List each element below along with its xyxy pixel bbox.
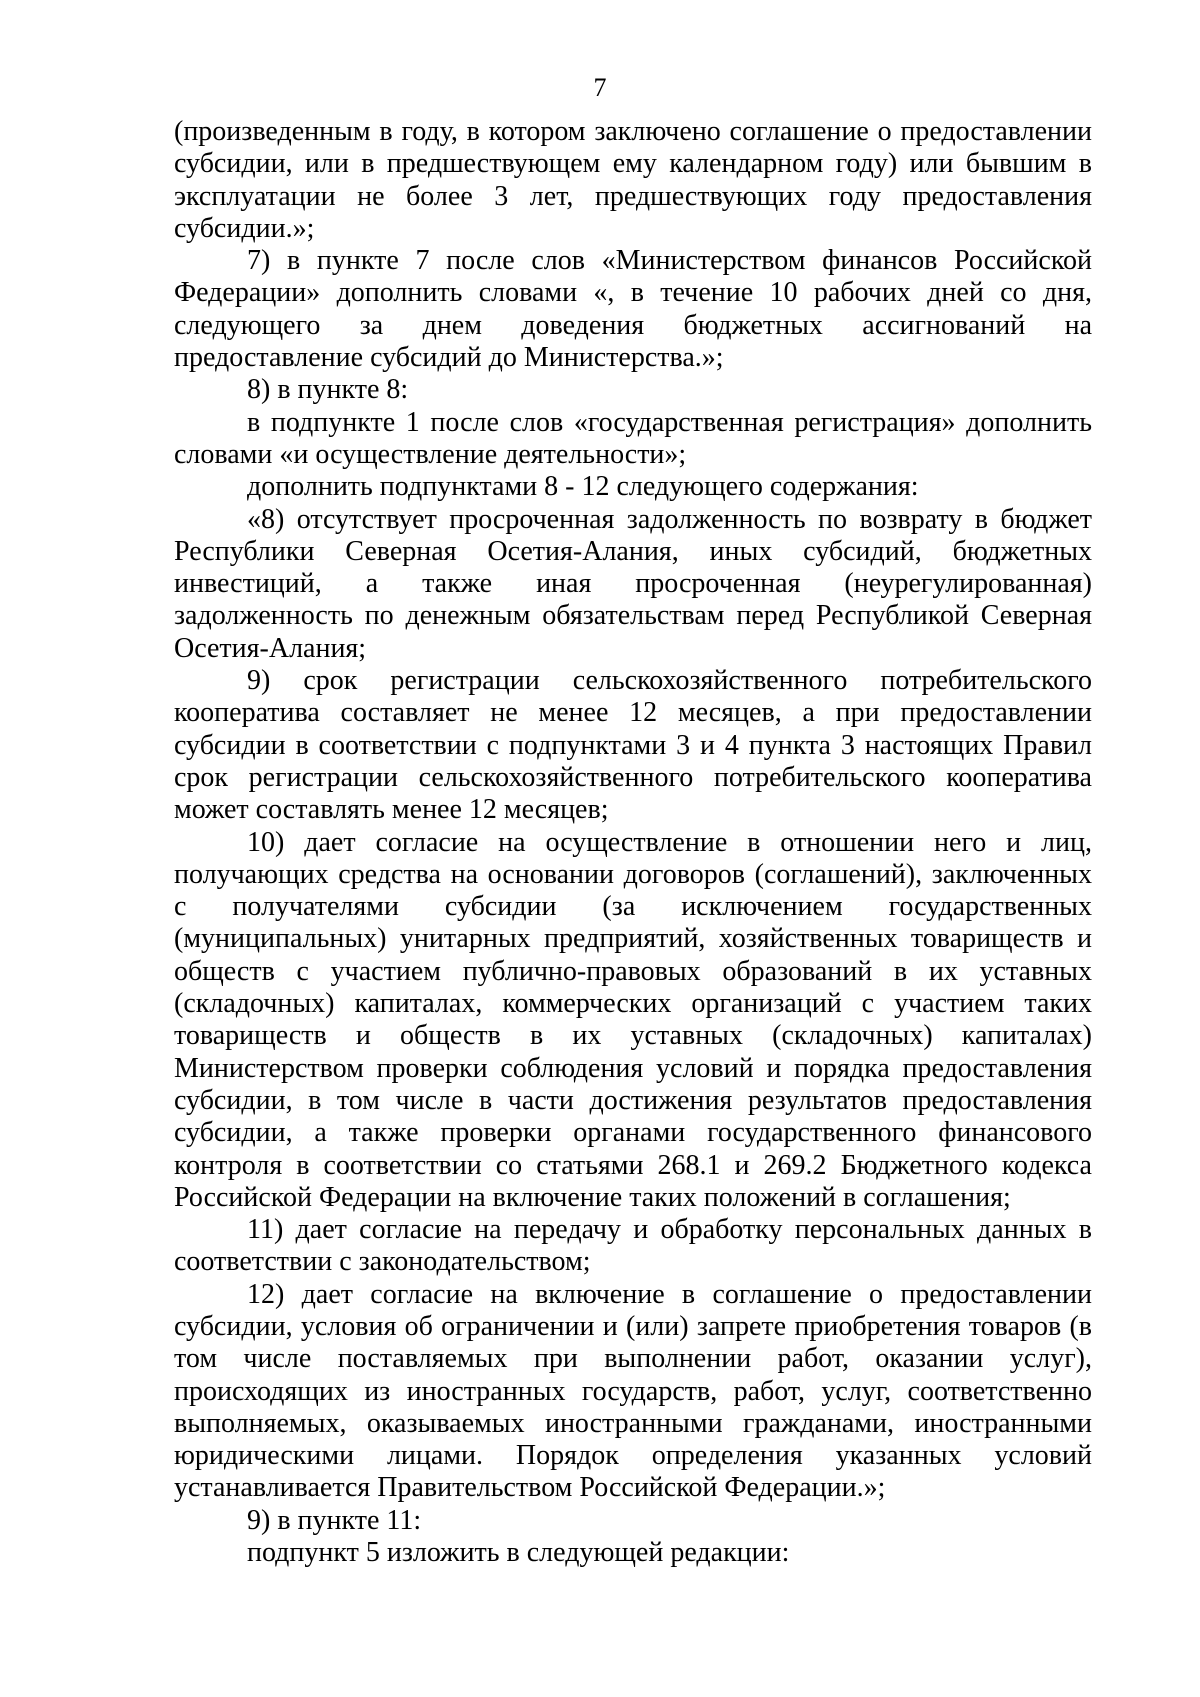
paragraph: дополнить подпунктами 8 - 12 следующего содержания:: [247, 471, 919, 503]
paragraph: 12) дает согласие на включение в соглашение о предоставлении субсидии, условия об ограничении и (или) запрете приобретения товаров (в том числе поставляемых при выполнении работ, оказании услуг), происходящих из иностранных государств, работ, услуг, соответственно выполняемых, оказываемых иностранными гражданами, иностранными юридическими лицами. Порядок определения указанных условий устанавливается Правительством Российской Федерации.»;: [174, 1278, 1092, 1504]
paragraph: 9) в пункте 11:: [247, 1504, 422, 1536]
document-body: [174, 116, 1092, 1569]
paragraph: 7) в пункте 7 после слов «Министерством финансов Российской Федерации» дополнить словами «, в течение 10 рабочих дней со дня, следующего за днем доведения бюджетных ассигнований на предоставление субсидий до Министерства.»;: [174, 245, 1092, 374]
paragraph: 11) дает согласие на передачу и обработку персональных данных в соответствии с законодательством;: [174, 1214, 1092, 1278]
paragraph: 10) дает согласие на осуществление в отношении него и лиц, получающих средства на основании договоров (соглашений), заключенных с получателями субсидии (за исключением государственных (муниципальных) унитарных предприятий, хозяйственных товариществ и обществ с участием публично-правовых образований в их уставных (складочных) капиталах, коммерческих организаций с участием таких товариществ и обществ в их уставных (складочных) капиталах) Министерством проверки соблюдения условий и порядка предоставления субсидии, в том числе в части достижения результатов предоставления субсидии, а также проверки органами государственного финансового контроля в соответствии со статьями 268.1 и 269.2 Бюджетного кодекса Российской Федерации на включение таких положений в соглашения;: [174, 826, 1092, 1213]
paragraph: 9) срок регистрации сельскохозяйственного потребительского кооператива составляет не менее 12 месяцев, а при предоставлении субсидии в соответствии с подпунктами 3 и 4 пункта 3 настоящих Правил срок регистрации сельскохозяйственного потребительского кооператива может составлять менее 12 месяцев;: [174, 665, 1092, 826]
paragraph: в подпункте 1 после слов «государственная регистрация» дополнить словами «и осуществление деятельности»;: [174, 406, 1092, 470]
page-number: 7: [593, 73, 607, 102]
paragraph: подпункт 5 изложить в следующей редакции:: [247, 1537, 790, 1569]
paragraph: «8) отсутствует просроченная задолженность по возврату в бюджет Республики Северная Осетия-Алания, иных субсидий, бюджетных инвестиций, а также иная просроченная (неурегулированная) задолженность по денежным обязательствам перед Республикой Северная Осетия-Алания;: [174, 503, 1092, 664]
paragraph: (произведенным в году, в котором заключено соглашение о предоставлении субсидии, или в предшествующем ему календарном году) или бывшим в эксплуатации не более 3 лет, предшествующих году предоставления субсидии.»;: [174, 116, 1092, 244]
paragraph: 8) в пункте 8:: [247, 374, 409, 406]
